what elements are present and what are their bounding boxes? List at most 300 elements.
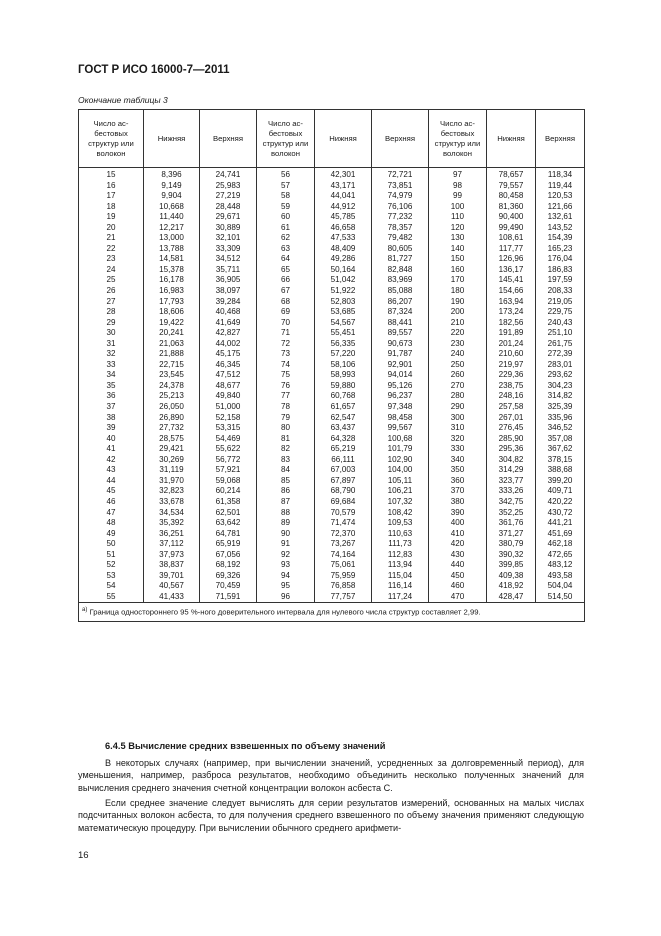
table-cell: 154,66 bbox=[487, 286, 536, 297]
table-cell: 52,803 bbox=[315, 297, 372, 308]
table-cell: 90,673 bbox=[372, 339, 429, 350]
table-cell: 8,396 bbox=[144, 168, 200, 181]
table-cell: 35,711 bbox=[200, 265, 257, 276]
table-cell: 371,27 bbox=[487, 529, 536, 540]
table-cell: 250 bbox=[429, 360, 487, 371]
table-cell: 34,534 bbox=[144, 508, 200, 519]
table-cell: 55,622 bbox=[200, 444, 257, 455]
table-cell: 95,126 bbox=[372, 381, 429, 392]
table-cell: 67 bbox=[257, 286, 315, 297]
table-cell: 96 bbox=[257, 592, 315, 603]
table-cell: 64,328 bbox=[315, 434, 372, 445]
table-cell: 323,77 bbox=[487, 476, 536, 487]
table-cell: 78,657 bbox=[487, 168, 536, 181]
table-cell: 26,890 bbox=[144, 413, 200, 424]
table-cell: 295,36 bbox=[487, 444, 536, 455]
table-cell: 210 bbox=[429, 318, 487, 329]
table-row bbox=[79, 581, 585, 592]
table-cell: 483,12 bbox=[536, 560, 585, 571]
table-cell: 69,326 bbox=[200, 571, 257, 582]
table-cell: 44,002 bbox=[200, 339, 257, 350]
table-cell: 57 bbox=[257, 181, 315, 192]
table-cell: 43,171 bbox=[315, 181, 372, 192]
table-cell: 370 bbox=[429, 486, 487, 497]
table-cell: 118,34 bbox=[536, 168, 585, 181]
table-cell: 304,23 bbox=[536, 381, 585, 392]
table-cell: 72,370 bbox=[315, 529, 372, 540]
table-cell: 30,889 bbox=[200, 223, 257, 234]
table-cell: 154,39 bbox=[536, 233, 585, 244]
table-cell: 472,65 bbox=[536, 550, 585, 561]
table-cell: 53,315 bbox=[200, 423, 257, 434]
table-row bbox=[79, 297, 585, 308]
table-cell: 79,557 bbox=[487, 181, 536, 192]
table-cell: 104,00 bbox=[372, 465, 429, 476]
table-cell: 106,21 bbox=[372, 486, 429, 497]
table-header-row bbox=[79, 110, 585, 168]
table-cell: 450 bbox=[429, 571, 487, 582]
table-cell: 34,512 bbox=[200, 254, 257, 265]
table-cell: 40 bbox=[79, 434, 144, 445]
table-cell: 73 bbox=[257, 349, 315, 360]
table-cell: 251,10 bbox=[536, 328, 585, 339]
table-cell: 325,39 bbox=[536, 402, 585, 413]
table-caption: Окончание таблицы 3 bbox=[78, 95, 168, 105]
table-cell: 360 bbox=[429, 476, 487, 487]
table-cell: 441,21 bbox=[536, 518, 585, 529]
table-cell: 117,24 bbox=[372, 592, 429, 603]
table-cell: 67,056 bbox=[200, 550, 257, 561]
table-cell: 82,848 bbox=[372, 265, 429, 276]
table-cell: 346,52 bbox=[536, 423, 585, 434]
table-cell: 357,08 bbox=[536, 434, 585, 445]
table-cell: 44,912 bbox=[315, 202, 372, 213]
table-cell: 71,474 bbox=[315, 518, 372, 529]
table-footnote-row bbox=[79, 603, 585, 622]
table-cell: 81,360 bbox=[487, 202, 536, 213]
table-cell: 70 bbox=[257, 318, 315, 329]
table-cell: 71,591 bbox=[200, 592, 257, 603]
table-cell: 70,579 bbox=[315, 508, 372, 519]
table-cell: 35 bbox=[79, 381, 144, 392]
table-cell: 361,76 bbox=[487, 518, 536, 529]
table-cell: 44,041 bbox=[315, 191, 372, 202]
table-cell: 145,41 bbox=[487, 275, 536, 286]
table-cell: 69 bbox=[257, 307, 315, 318]
table-cell: 115,04 bbox=[372, 571, 429, 582]
table-cell: 54,567 bbox=[315, 318, 372, 329]
table-cell: 76,106 bbox=[372, 202, 429, 213]
table-cell: 91 bbox=[257, 539, 315, 550]
table-cell: 16 bbox=[79, 181, 144, 192]
table-cell: 17 bbox=[79, 191, 144, 202]
table-cell: 219,05 bbox=[536, 297, 585, 308]
table-cell: 75 bbox=[257, 370, 315, 381]
table-cell: 261,75 bbox=[536, 339, 585, 350]
table-cell: 41,433 bbox=[144, 592, 200, 603]
table-cell: 22 bbox=[79, 244, 144, 255]
table-cell: 79 bbox=[257, 413, 315, 424]
table-cell: 42 bbox=[79, 455, 144, 466]
table-cell: 51,042 bbox=[315, 275, 372, 286]
table-cell: 25,983 bbox=[200, 181, 257, 192]
table-row bbox=[79, 402, 585, 413]
table-row bbox=[79, 318, 585, 329]
table-cell: 314,82 bbox=[536, 391, 585, 402]
table-row bbox=[79, 423, 585, 434]
table-cell: 67,003 bbox=[315, 465, 372, 476]
table-cell: 440 bbox=[429, 560, 487, 571]
table-cell: 272,39 bbox=[536, 349, 585, 360]
table-cell: 52,158 bbox=[200, 413, 257, 424]
table-cell: 51 bbox=[79, 550, 144, 561]
table-cell: 36,251 bbox=[144, 529, 200, 540]
table-cell: 350 bbox=[429, 465, 487, 476]
table-cell: 78 bbox=[257, 402, 315, 413]
table-row bbox=[79, 391, 585, 402]
table-cell: 18,606 bbox=[144, 307, 200, 318]
table-row bbox=[79, 592, 585, 603]
table-row bbox=[79, 529, 585, 540]
table-cell: 267,01 bbox=[487, 413, 536, 424]
table-cell: 16,178 bbox=[144, 275, 200, 286]
table-cell: 46 bbox=[79, 497, 144, 508]
table-cell: 186,83 bbox=[536, 265, 585, 276]
table-cell: 39,284 bbox=[200, 297, 257, 308]
table-cell: 380 bbox=[429, 497, 487, 508]
table-cell: 430,72 bbox=[536, 508, 585, 519]
table-cell: 61,358 bbox=[200, 497, 257, 508]
table-cell: 197,59 bbox=[536, 275, 585, 286]
table-row bbox=[79, 550, 585, 561]
table-cell: 62 bbox=[257, 233, 315, 244]
table-cell: 97,348 bbox=[372, 402, 429, 413]
table-cell: 75,061 bbox=[315, 560, 372, 571]
table-cell: 208,33 bbox=[536, 286, 585, 297]
table-cell: 38 bbox=[79, 413, 144, 424]
table-cell: 200 bbox=[429, 307, 487, 318]
table-cell: 42,827 bbox=[200, 328, 257, 339]
table-cell: 10,668 bbox=[144, 202, 200, 213]
table-cell: 85 bbox=[257, 476, 315, 487]
table-footnote bbox=[79, 603, 585, 622]
table-cell: 61,657 bbox=[315, 402, 372, 413]
table-cell: 108,42 bbox=[372, 508, 429, 519]
table-cell: 31 bbox=[79, 339, 144, 350]
table-cell: 28,448 bbox=[200, 202, 257, 213]
table-row bbox=[79, 508, 585, 519]
table-row bbox=[79, 560, 585, 571]
table-cell: 58,993 bbox=[315, 370, 372, 381]
table-cell: 33,309 bbox=[200, 244, 257, 255]
table-cell: 86,207 bbox=[372, 297, 429, 308]
table-cell: 333,26 bbox=[487, 486, 536, 497]
table-cell: 136,17 bbox=[487, 265, 536, 276]
table-cell: 56,772 bbox=[200, 455, 257, 466]
table-cell: 49,840 bbox=[200, 391, 257, 402]
table-cell: 170 bbox=[429, 275, 487, 286]
table-cell: 33,678 bbox=[144, 497, 200, 508]
table-cell: 83,969 bbox=[372, 275, 429, 286]
table-cell: 47 bbox=[79, 508, 144, 519]
table-cell: 60,768 bbox=[315, 391, 372, 402]
table-cell: 110,63 bbox=[372, 529, 429, 540]
table-cell: 340 bbox=[429, 455, 487, 466]
table-cell: 91,787 bbox=[372, 349, 429, 360]
table-cell: 105,11 bbox=[372, 476, 429, 487]
table-cell: 30 bbox=[79, 328, 144, 339]
table-cell: 460 bbox=[429, 581, 487, 592]
table-cell: 23,545 bbox=[144, 370, 200, 381]
table-cell: 34 bbox=[79, 370, 144, 381]
table-cell: 182,56 bbox=[487, 318, 536, 329]
table-row bbox=[79, 413, 585, 424]
table-cell: 59 bbox=[257, 202, 315, 213]
table-cell: 68 bbox=[257, 297, 315, 308]
table-cell: 238,75 bbox=[487, 381, 536, 392]
table-cell: 15 bbox=[79, 168, 144, 181]
table-cell: 65,919 bbox=[200, 539, 257, 550]
table-cell: 88,441 bbox=[372, 318, 429, 329]
table-cell: 140 bbox=[429, 244, 487, 255]
table-cell: 280 bbox=[429, 391, 487, 402]
table-cell: 72,721 bbox=[372, 168, 429, 181]
table-cell: 504,04 bbox=[536, 581, 585, 592]
col-header-count: Число ас-бестовых структур или волокон bbox=[79, 110, 144, 168]
table-row bbox=[79, 212, 585, 223]
table-cell: 290 bbox=[429, 402, 487, 413]
table-cell: 58 bbox=[257, 191, 315, 202]
table-cell: 451,69 bbox=[536, 529, 585, 540]
table-cell: 111,73 bbox=[372, 539, 429, 550]
table-cell: 120,53 bbox=[536, 191, 585, 202]
table-cell: 493,58 bbox=[536, 571, 585, 582]
table-cell: 31,970 bbox=[144, 476, 200, 487]
table-cell: 143,52 bbox=[536, 223, 585, 234]
table-cell: 82 bbox=[257, 444, 315, 455]
table-cell: 38,097 bbox=[200, 286, 257, 297]
table-cell: 71 bbox=[257, 328, 315, 339]
table-cell: 399,85 bbox=[487, 560, 536, 571]
table-cell: 81 bbox=[257, 434, 315, 445]
table-cell: 63,437 bbox=[315, 423, 372, 434]
table-cell: 33 bbox=[79, 360, 144, 371]
table-cell: 388,68 bbox=[536, 465, 585, 476]
table-cell: 293,62 bbox=[536, 370, 585, 381]
table-cell: 109,53 bbox=[372, 518, 429, 529]
table-cell: 418,92 bbox=[487, 581, 536, 592]
table-cell: 399,20 bbox=[536, 476, 585, 487]
table-cell: 113,94 bbox=[372, 560, 429, 571]
table-row bbox=[79, 168, 585, 181]
table-cell: 88 bbox=[257, 508, 315, 519]
table-cell: 285,90 bbox=[487, 434, 536, 445]
table-cell: 28,575 bbox=[144, 434, 200, 445]
table-cell: 25 bbox=[79, 275, 144, 286]
table-cell: 50 bbox=[79, 539, 144, 550]
table-cell: 84 bbox=[257, 465, 315, 476]
table-cell: 89 bbox=[257, 518, 315, 529]
table-cell: 87,324 bbox=[372, 307, 429, 318]
table-cell: 66,111 bbox=[315, 455, 372, 466]
table-cell: 260 bbox=[429, 370, 487, 381]
col-header-lower: Нижняя bbox=[487, 110, 536, 168]
table-cell: 314,29 bbox=[487, 465, 536, 476]
section-title: 6.4.5 Вычисление средних взвешенных по объему значений bbox=[105, 741, 386, 751]
table-cell: 55 bbox=[79, 592, 144, 603]
table-cell: 96,237 bbox=[372, 391, 429, 402]
table-cell: 36 bbox=[79, 391, 144, 402]
table-row bbox=[79, 233, 585, 244]
table-cell: 112,83 bbox=[372, 550, 429, 561]
table-row bbox=[79, 497, 585, 508]
table-cell: 69,684 bbox=[315, 497, 372, 508]
table-cell: 51,000 bbox=[200, 402, 257, 413]
col-header-count: Число ас-бестовых структур или волокон bbox=[257, 110, 315, 168]
table-cell: 257,58 bbox=[487, 402, 536, 413]
table-cell: 100 bbox=[429, 202, 487, 213]
table-cell: 76,858 bbox=[315, 581, 372, 592]
table-cell: 51,922 bbox=[315, 286, 372, 297]
table-cell: 132,61 bbox=[536, 212, 585, 223]
table-cell: 49,286 bbox=[315, 254, 372, 265]
paragraph bbox=[78, 797, 584, 834]
table-cell: 470 bbox=[429, 592, 487, 603]
footnote-marker: а) bbox=[82, 607, 88, 614]
table-row bbox=[79, 370, 585, 381]
table-cell: 60 bbox=[257, 212, 315, 223]
col-header-lower: Нижняя bbox=[315, 110, 372, 168]
table-cell: 24,378 bbox=[144, 381, 200, 392]
table-cell: 100,68 bbox=[372, 434, 429, 445]
table-row bbox=[79, 191, 585, 202]
table-cell: 300 bbox=[429, 413, 487, 424]
table-cell: 62,501 bbox=[200, 508, 257, 519]
table-row bbox=[79, 202, 585, 213]
col-header-upper: Верхняя bbox=[536, 110, 585, 168]
table-cell: 160 bbox=[429, 265, 487, 276]
table-cell: 74,979 bbox=[372, 191, 429, 202]
table-cell: 11,440 bbox=[144, 212, 200, 223]
table-cell: 94,014 bbox=[372, 370, 429, 381]
table-cell: 514,50 bbox=[536, 592, 585, 603]
table-row bbox=[79, 381, 585, 392]
table-cell: 78,357 bbox=[372, 223, 429, 234]
table-cell: 24 bbox=[79, 265, 144, 276]
table-row bbox=[79, 275, 585, 286]
table-cell: 230 bbox=[429, 339, 487, 350]
table-cell: 95 bbox=[257, 581, 315, 592]
col-header-upper: Верхняя bbox=[372, 110, 429, 168]
table-cell: 80,458 bbox=[487, 191, 536, 202]
document-header: ГОСТ Р ИСО 16000-7—2011 bbox=[78, 64, 230, 76]
table-cell: 352,25 bbox=[487, 508, 536, 519]
table-cell: 45,175 bbox=[200, 349, 257, 360]
table-cell: 330 bbox=[429, 444, 487, 455]
table-cell: 430 bbox=[429, 550, 487, 561]
table-cell: 37 bbox=[79, 402, 144, 413]
table-cell: 98 bbox=[429, 181, 487, 192]
table-cell: 29,421 bbox=[144, 444, 200, 455]
table-cell: 102,90 bbox=[372, 455, 429, 466]
table-cell: 73,267 bbox=[315, 539, 372, 550]
table-cell: 48,677 bbox=[200, 381, 257, 392]
table-cell: 35,392 bbox=[144, 518, 200, 529]
page-number: 16 bbox=[78, 850, 89, 861]
table-cell: 342,75 bbox=[487, 497, 536, 508]
table-cell: 190 bbox=[429, 297, 487, 308]
table-cell: 52 bbox=[79, 560, 144, 571]
table-cell: 48,409 bbox=[315, 244, 372, 255]
table-cell: 57,220 bbox=[315, 349, 372, 360]
table-cell: 410 bbox=[429, 529, 487, 540]
table-row bbox=[79, 307, 585, 318]
table-cell: 24,741 bbox=[200, 168, 257, 181]
table-cell: 39 bbox=[79, 423, 144, 434]
table-cell: 120 bbox=[429, 223, 487, 234]
table-cell: 53,685 bbox=[315, 307, 372, 318]
table-cell: 99,567 bbox=[372, 423, 429, 434]
table-cell: 87 bbox=[257, 497, 315, 508]
table-row bbox=[79, 476, 585, 487]
table-cell: 43 bbox=[79, 465, 144, 476]
table-cell: 20 bbox=[79, 223, 144, 234]
table-row bbox=[79, 339, 585, 350]
table-cell: 400 bbox=[429, 518, 487, 529]
table-cell: 83 bbox=[257, 455, 315, 466]
table-cell: 26 bbox=[79, 286, 144, 297]
table-cell: 77,232 bbox=[372, 212, 429, 223]
table-row bbox=[79, 539, 585, 550]
table-row bbox=[79, 434, 585, 445]
table-cell: 248,16 bbox=[487, 391, 536, 402]
col-header-upper: Верхняя bbox=[200, 110, 257, 168]
table-cell: 98,458 bbox=[372, 413, 429, 424]
table-cell: 66 bbox=[257, 275, 315, 286]
table-cell: 17,793 bbox=[144, 297, 200, 308]
table-cell: 19,422 bbox=[144, 318, 200, 329]
table-cell: 41,649 bbox=[200, 318, 257, 329]
table-cell: 201,24 bbox=[487, 339, 536, 350]
table-cell: 42,301 bbox=[315, 168, 372, 181]
table-cell: 270 bbox=[429, 381, 487, 392]
table-cell: 59,880 bbox=[315, 381, 372, 392]
table-cell: 22,715 bbox=[144, 360, 200, 371]
table-cell: 75,959 bbox=[315, 571, 372, 582]
table-cell: 110 bbox=[429, 212, 487, 223]
table-cell: 27,732 bbox=[144, 423, 200, 434]
table-cell: 462,18 bbox=[536, 539, 585, 550]
table-cell: 92,901 bbox=[372, 360, 429, 371]
table-row bbox=[79, 244, 585, 255]
table-cell: 101,79 bbox=[372, 444, 429, 455]
table-cell: 21,063 bbox=[144, 339, 200, 350]
table-cell: 380,79 bbox=[487, 539, 536, 550]
table-cell: 68,790 bbox=[315, 486, 372, 497]
table-cell: 21 bbox=[79, 233, 144, 244]
table-cell: 23 bbox=[79, 254, 144, 265]
table-cell: 26,050 bbox=[144, 402, 200, 413]
table-cell: 25,213 bbox=[144, 391, 200, 402]
table-cell: 21,888 bbox=[144, 349, 200, 360]
table-cell: 367,62 bbox=[536, 444, 585, 455]
table-cell: 62,547 bbox=[315, 413, 372, 424]
table-cell: 126,96 bbox=[487, 254, 536, 265]
table-cell: 409,71 bbox=[536, 486, 585, 497]
table-row bbox=[79, 465, 585, 476]
table-cell: 37,112 bbox=[144, 539, 200, 550]
table-cell: 116,14 bbox=[372, 581, 429, 592]
